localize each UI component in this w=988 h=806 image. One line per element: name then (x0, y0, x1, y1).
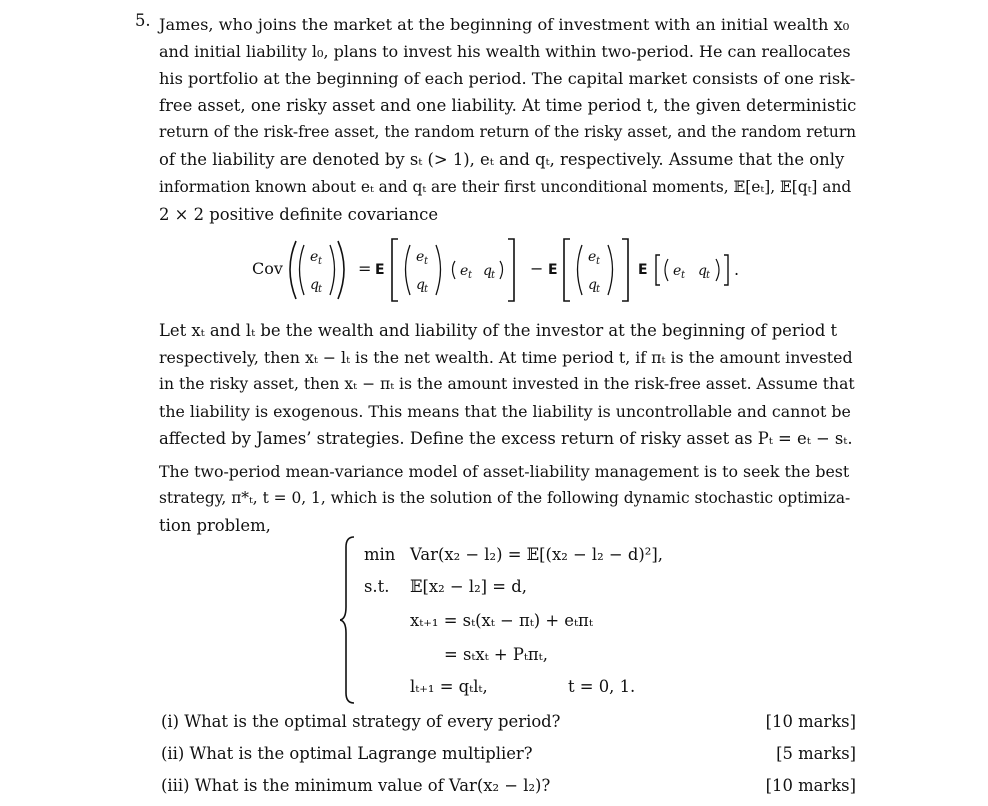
row-q: q (483, 263, 492, 279)
vector-q-sub: t (424, 284, 429, 295)
right-paren (338, 241, 344, 299)
definition-line: affected by James’ strategies. Define the excess return of risky asset as Pₜ = eₜ − sₜ. (159, 429, 853, 449)
vector-q: q (310, 277, 319, 293)
vector-e-sub: t (596, 256, 601, 267)
time-range: t = 0, 1. (568, 677, 636, 696)
right-paren (608, 245, 613, 295)
intro-line: free asset, one risky asset and one liability. At time period t, the given deterministic (159, 96, 857, 116)
row-e: e (460, 263, 469, 279)
intro-line: James, who joins the market at the beginning of investment with an initial wealth x₀ (159, 15, 850, 34)
minus-sign: − (530, 259, 544, 278)
definition-line: Let xₜ and lₜ be the wealth and liability of the investor at the beginning of period t (159, 321, 838, 340)
vector-q-sub: t (596, 284, 601, 295)
part-i-marks: [10 marks] (765, 712, 856, 731)
intro-line: return of the risk-free asset, the random return of the risky asset, and the random return (159, 123, 857, 142)
left-paren (453, 261, 456, 279)
expectation-symbol: E (638, 262, 648, 278)
definition-line: the liability is exogenous. This means that the liability is uncontrollable and cannot be (159, 402, 851, 422)
model-line: strategy, π*ₜ, t = 0, 1, which is the solution of the following dynamic stochastic optimiza- (159, 489, 851, 508)
vector-q-sub: t (318, 284, 323, 295)
min-label: min (364, 545, 396, 564)
intro-line: of the liability are denoted by sₜ (> 1), eₜ and qₜ, respectively. Assume that the only (159, 150, 845, 170)
objective: Var(x₂ − l₂) = 𝔼[(x₂ − l₂ − d)²], (410, 545, 663, 564)
left-paren (290, 241, 296, 299)
cov-label: Cov (252, 259, 283, 278)
right-paren (500, 261, 503, 279)
optimization-problem (340, 535, 680, 705)
equals-sign: = (358, 259, 372, 278)
row-q: q (698, 263, 707, 279)
row-q-sub: t (491, 270, 496, 281)
right-bracket (622, 239, 628, 301)
part-iii: (iii) What is the minimum value of Var(x₂ − l₂)? (161, 776, 551, 795)
left-bracket (564, 239, 570, 301)
covariance-formula (250, 229, 770, 309)
model-line: tion problem, (159, 516, 271, 536)
intro-line: 2 × 2 positive definite covariance (159, 204, 439, 224)
constraint-expectation: 𝔼[x₂ − l₂] = d, (410, 577, 527, 596)
part-i: (i) What is the optimal strategy of every period? (161, 712, 561, 731)
intro-line: his portfolio at the beginning of each period. The capital market consists of one risk- (159, 69, 856, 89)
vector-e: e (416, 249, 425, 265)
definition-line: respectively, then xₜ − lₜ is the net wealth. At time period t, if πₜ is the amount invested (159, 348, 853, 368)
row-e-sub: t (468, 270, 473, 281)
definition-line: in the risky asset, then xₜ − πₜ is the amount invested in the risk-free asset. Assume that (159, 375, 855, 394)
right-bracket (508, 239, 514, 301)
vector-q: q (588, 277, 597, 293)
right-bracket (724, 255, 728, 285)
vector-e-sub: t (318, 256, 323, 267)
expectation-symbol: E (548, 262, 558, 278)
vector-e-sub: t (424, 256, 429, 267)
intro-line: information known about eₜ and qₜ are their first unconditional moments, 𝔼[eₜ], 𝔼[qₜ] and (159, 177, 852, 196)
row-q-sub: t (706, 270, 711, 281)
question-number: 5. (135, 11, 151, 30)
constraint-wealth-alt: = sₜxₜ + Pₜπₜ, (444, 645, 548, 664)
left-paren (300, 245, 305, 295)
expectation-symbol: E (375, 262, 385, 278)
model-paragraph (159, 458, 856, 539)
left-paren (665, 259, 668, 281)
left-brace (340, 535, 360, 705)
definitions-paragraph (159, 317, 856, 452)
left-bracket (392, 239, 398, 301)
intro-paragraph (159, 11, 856, 228)
left-paren (578, 245, 583, 295)
model-line: The two-period mean-variance model of asset-liability management is to seek the best (159, 462, 850, 481)
part-iii-marks: [10 marks] (765, 776, 856, 795)
constraint-liability: lₜ₊₁ = qₜlₜ, (410, 677, 488, 696)
part-ii-marks: [5 marks] (776, 744, 856, 763)
left-bracket (656, 255, 660, 285)
row-e: e (673, 263, 682, 279)
part-ii: (ii) What is the optimal Lagrange multiplier? (161, 744, 533, 763)
vector-e: e (310, 249, 319, 265)
vector-e: e (588, 249, 597, 265)
vector-q: q (416, 277, 425, 293)
intro-line: and initial liability l₀, plans to invest his wealth within two-period. He can reallocates (159, 42, 851, 62)
row-e-sub: t (681, 270, 686, 281)
right-paren (436, 245, 441, 295)
right-paren (330, 245, 335, 295)
formula-period: . (734, 260, 740, 279)
right-paren (716, 259, 719, 281)
left-paren (406, 245, 411, 295)
constraint-wealth: xₜ₊₁ = sₜ(xₜ − πₜ) + eₜπₜ (410, 611, 593, 630)
st-label: s.t. (364, 577, 390, 596)
